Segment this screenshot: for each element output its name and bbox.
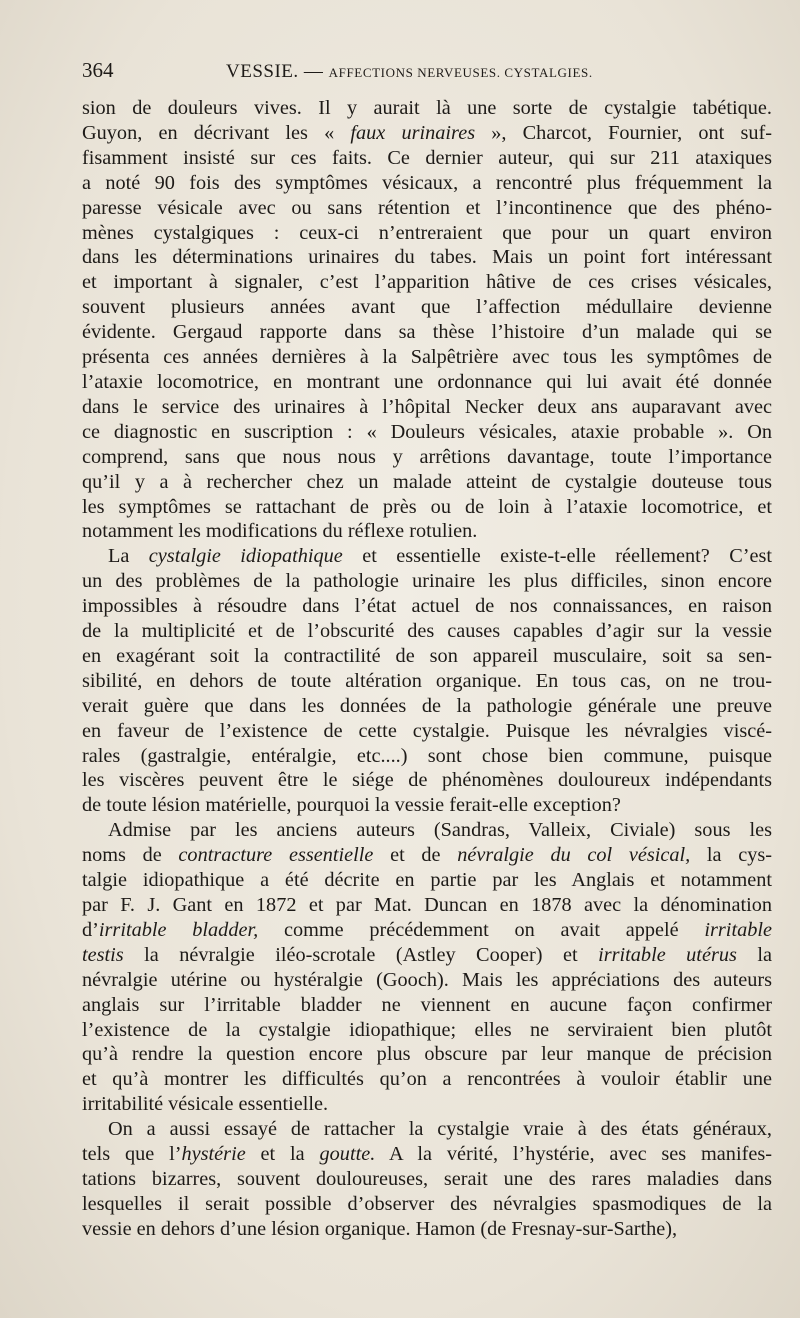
text-line [82, 420, 772, 445]
text-run: tels que l’ [82, 1143, 182, 1166]
text-line [82, 345, 772, 370]
text-line [82, 1167, 772, 1192]
text-run: La [108, 545, 149, 568]
body-text [82, 96, 772, 1242]
text-run: les viscères peuvent être le siége de phénomènes douloureux indépendants [82, 769, 772, 792]
text-run: qu’il y a à rechercher chez un malade atteint de cystalgie douteuse tous [82, 470, 772, 493]
italic-run: testis [82, 943, 124, 966]
text-line [82, 1018, 772, 1043]
text-run: paresse vésicale avec ou sans rétention et l’incontinence que des phéno- [82, 196, 772, 219]
text-run: comprend, sans que nous nous y arrêtions davantage, toute l’importance [82, 445, 772, 468]
text-run: comme précédemment on avait appelé [258, 918, 705, 941]
text-run: Admise par les anciens auteurs (Sandras, Valleix, Civiale) sous les [108, 819, 772, 842]
text-line [82, 370, 772, 395]
text-run: et essentielle existe-t-elle réellement? C’est [342, 545, 773, 568]
text-run: fisamment insisté sur ces faits. Ce dernier auteur, qui sur 211 ataxiques [82, 146, 772, 169]
text-line [82, 1067, 772, 1092]
text-run: anglais sur l’irritable bladder ne viennent en aucune façon confirmer [82, 993, 772, 1016]
text-line [82, 918, 772, 943]
text-run: », Charcot, Fournier, ont suf- [475, 121, 772, 144]
text-run: lesquelles il serait possible d’observer des névralgies spasmodiques de la [82, 1192, 772, 1215]
running-title [226, 61, 593, 83]
text-line [82, 594, 772, 619]
text-run: irritabilité vésicale essentielle. [82, 1093, 329, 1116]
text-run: A la vérité, l’hystérie, avec ses manifes- [375, 1143, 772, 1166]
text-run: la névralgie iléo-scrotale (Astley Cooper) et [123, 943, 599, 966]
text-run: un des problèmes de la pathologie urinaire les plus difficiles, sinon encore [82, 570, 772, 593]
text-line [82, 221, 772, 246]
text-line [82, 470, 772, 495]
text-run: évidente. Gergaud rapporte dans sa thèse l’histoire d’un malade qui se [82, 321, 772, 344]
italic-run: hystérie [181, 1143, 246, 1166]
text-run: et de [373, 844, 458, 867]
text-run: par F. J. Gant en 1872 et par Mat. Duncan en 1878 avec la dénomination [82, 894, 772, 916]
text-run: la [736, 943, 772, 966]
text-line [82, 893, 772, 918]
italic-run: faux urinaires [350, 121, 476, 144]
text-line [82, 818, 772, 843]
text-run: et la [245, 1143, 320, 1166]
text-line [82, 744, 772, 769]
text-run: de la multiplicité et de l’obscurité des causes capables d’agir sur la vessie [82, 620, 772, 643]
title-separator: — [298, 61, 329, 82]
text-run: et important à signaler, c’est l’apparition hâtive de ces crises vésicales, [82, 271, 772, 294]
text-line [82, 619, 772, 644]
text-line [82, 121, 772, 146]
text-line [82, 245, 772, 270]
text-line [82, 445, 772, 470]
text-line [82, 1217, 772, 1242]
paragraph [82, 544, 772, 818]
text-line [82, 669, 772, 694]
text-run: rales (gastralgie, entéralgie, etc....) sont chose bien commune, puisque [82, 744, 772, 767]
text-run: de toute lésion matérielle, pourquoi la vessie ferait-elle exception? [82, 794, 621, 817]
text-line [82, 146, 772, 171]
text-run: l’existence de la cystalgie idiopathique; elles ne serviraient bien plutôt [82, 1018, 772, 1041]
text-line [82, 719, 772, 744]
italic-run: cystalgie idiopathique [148, 545, 343, 568]
text-line [82, 96, 772, 121]
running-header [82, 58, 772, 86]
text-run: souvent plusieurs années avant que l’affection médullaire devienne [82, 296, 772, 319]
text-run: les symptômes se rattachant de près ou de loin à l’ataxie locomotrice, et [82, 495, 772, 518]
paragraph [82, 96, 772, 544]
text-run: d’ [82, 918, 99, 941]
text-run: présenta ces années dernières à la Salpêtrière avec tous les symptômes de [82, 346, 772, 369]
text-line [82, 495, 772, 520]
text-run: On a aussi essayé de rattacher la cystalgie vraie à des états généraux, [108, 1118, 772, 1141]
text-run: tations bizarres, souvent douloureuses, serait une des rares maladies dans [82, 1167, 772, 1190]
text-line [82, 868, 772, 893]
text-line [82, 843, 772, 868]
text-run: verait guère que dans les données de la pathologie générale une preuve [82, 694, 772, 717]
italic-run: névralgie du col vésical, [457, 844, 691, 867]
italic-run: contracture essentielle [178, 844, 374, 867]
text-line [82, 694, 772, 719]
text-line [82, 943, 772, 968]
text-line [82, 569, 772, 594]
italic-run: irritable utérus [598, 943, 737, 966]
text-run: sibilité, en dehors de toute altération organique. En tous cas, on ne trou- [82, 669, 772, 692]
text-run: en faveur de l’existence de cette cystalgie. Puisque les névralgies viscé- [82, 719, 772, 742]
italic-run: irritable [704, 918, 772, 941]
text-line [82, 320, 772, 345]
text-run: dans le service des urinaires à l’hôpital Necker deux ans auparavant avec [82, 395, 772, 418]
text-run: notamment les modifications du réflexe rotulien. [82, 520, 478, 543]
text-run: dans les déterminations urinaires du tabes. Mais un point fort intéressant [82, 246, 772, 269]
text-run: noms de [82, 844, 179, 867]
text-run: névralgie utérine ou hystéralgie (Gooch). Mais les appréciations des auteurs [82, 968, 772, 991]
text-run: qu’à rendre la question encore plus obscure par leur manque de précision [82, 1043, 772, 1066]
text-run: vessie en dehors d’une lésion organique. Hamon (de Fresnay-sur-Sarthe), [82, 1217, 678, 1240]
text-line [82, 768, 772, 793]
text-run: et qu’à montrer les difficultés qu’on a rencontrées à vouloir établir une [82, 1068, 772, 1091]
text-line [82, 519, 772, 544]
italic-run: irritable bladder, [98, 918, 259, 941]
text-run: mènes cystalgiques : ceux-ci n’entreraient que pour un quart environ [82, 221, 772, 244]
text-run: impossibles à résoudre dans l’état actuel de nos connaissances, en raison [82, 595, 772, 618]
text-line [82, 196, 772, 221]
text-line [82, 793, 772, 818]
text-line [82, 270, 772, 295]
text-line [82, 171, 772, 196]
page-number: 364 [82, 58, 114, 82]
text-line [82, 295, 772, 320]
section-subtitle: AFFECTIONS NERVEUSES. CYSTALGIES. [328, 65, 593, 80]
text-run: la cys- [690, 844, 772, 867]
text-line [82, 993, 772, 1018]
text-line [82, 644, 772, 669]
paragraph [82, 1117, 772, 1242]
text-run: talgie idiopathique a été décrite en partie par les Anglais et notamment [82, 869, 772, 892]
text-line [82, 1042, 772, 1067]
text-line [82, 968, 772, 993]
text-run: sion de douleurs vives. Il y aurait là une sorte de cystalgie tabétique. [82, 97, 772, 119]
text-run: Guyon, en décrivant les « [82, 121, 351, 144]
text-line [82, 544, 772, 569]
text-line [82, 1117, 772, 1142]
italic-run: goutte. [319, 1143, 376, 1166]
text-run: en exagérant soit la contractilité de son appareil musculaire, soit sa sen- [82, 644, 772, 667]
text-line [82, 1142, 772, 1167]
text-run: l’ataxie locomotrice, en montrant une ordonnance qui lui avait été donnée [82, 370, 772, 393]
text-run: ce diagnostic en suscription : « Douleurs vésicales, ataxie probable ». On [82, 420, 772, 443]
chapter-title: VESSIE. [226, 61, 299, 82]
paragraph [82, 818, 772, 1117]
text-line [82, 1092, 772, 1117]
text-run: a noté 90 fois des symptômes vésicaux, a rencontré plus fréquemment la [82, 171, 772, 194]
text-line [82, 395, 772, 420]
text-line [82, 1192, 772, 1217]
